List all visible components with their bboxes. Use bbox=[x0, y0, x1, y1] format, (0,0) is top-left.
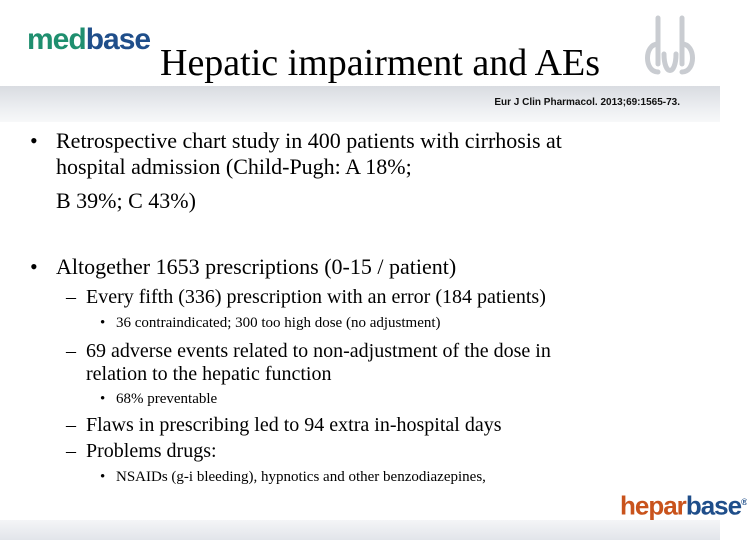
medbase-logo-med: med bbox=[27, 23, 86, 56]
detail-3-text: NSAIDs (g-i bleeding), hypnotics and other benzodiazepines, bbox=[116, 469, 486, 485]
detail-2-text: 68% preventable bbox=[116, 391, 218, 407]
bullet-1-line-1: Retrospective chart study in 400 patients with cirrhosis at bbox=[56, 128, 562, 153]
bullet-1-line-2: hospital admission (Child-Pugh: A 18%; bbox=[56, 154, 412, 179]
bullet-marker: • bbox=[30, 128, 38, 153]
sub-bullet-4-text: Problems drugs: bbox=[86, 440, 217, 462]
heparbase-logo-base: base bbox=[685, 490, 742, 521]
dash-marker: – bbox=[66, 286, 76, 308]
dash-marker: – bbox=[66, 414, 76, 436]
detail-1-text: 36 contraindicated; 300 too high dose (no adjustment) bbox=[116, 315, 441, 331]
bullet-marker: • bbox=[100, 391, 106, 407]
footer-band bbox=[0, 520, 720, 540]
dash-marker: – bbox=[66, 340, 76, 362]
bullet-2-text: Altogether 1653 prescriptions (0-15 / patient) bbox=[56, 254, 457, 279]
bullet-marker: • bbox=[100, 315, 106, 331]
bullet-marker: • bbox=[100, 469, 106, 485]
sub-bullet-3-text: Flaws in prescribing led to 94 extra in-hospital days bbox=[86, 414, 502, 436]
sub-bullet-2-text bbox=[86, 340, 686, 386]
registered-mark: ® bbox=[741, 497, 747, 507]
bullet-1-line-3: B 39%; C 43%) bbox=[56, 188, 196, 213]
sub-bullet-2-line-1: 69 adverse events related to non-adjustment of the dose in bbox=[86, 340, 551, 362]
slide-title: Hepatic impairment and AEs bbox=[160, 42, 601, 84]
heparbase-logo-hepar: hepar bbox=[620, 490, 686, 521]
heparbase-logo bbox=[620, 486, 747, 522]
bullet-marker: • bbox=[30, 254, 38, 279]
bullet-1-text bbox=[56, 128, 696, 214]
sub-bullet-2-line-2: relation to the hepatic function bbox=[86, 363, 332, 385]
sub-bullet-1-text: Every fifth (336) prescription with an error (184 patients) bbox=[86, 286, 546, 308]
citation: Eur J Clin Pharmacol. 2013;69:1565-73. bbox=[494, 97, 680, 108]
medbase-logo-base: base bbox=[85, 23, 151, 56]
dash-marker: – bbox=[66, 440, 76, 462]
